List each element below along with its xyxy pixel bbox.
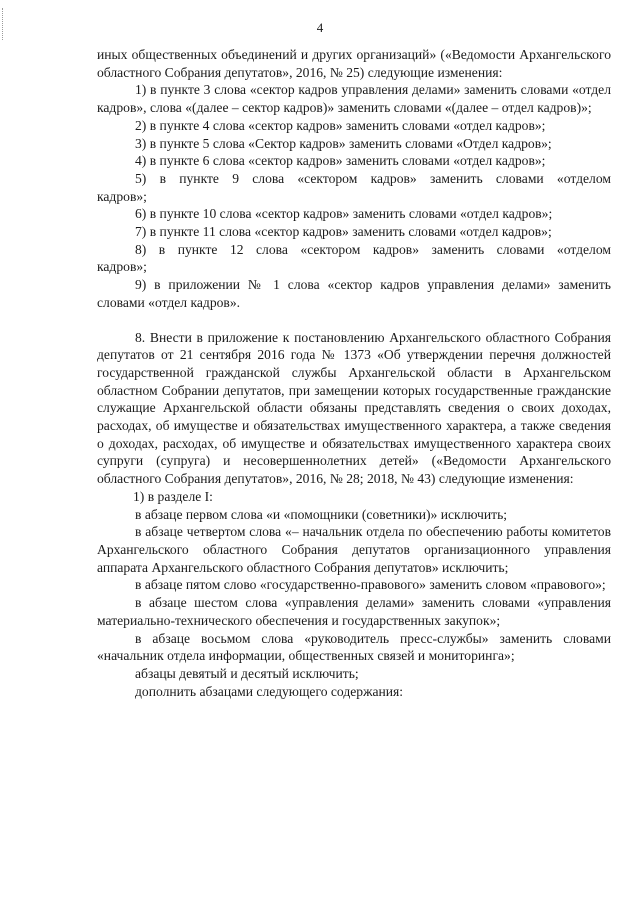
document-body (97, 46, 611, 700)
section-item-6: абзацы девятый и десятый исключить; (135, 665, 359, 681)
page-number: 4 (316, 20, 324, 35)
amendment-item-7: 7) в пункте 11 слова «сектор кадров» заменить словами «отдел кадров»; (135, 224, 552, 240)
section-item-5: в абзаце восьмом слова «руководитель пресс-службы» заменить словами «начальник отдела информации, общественных связей и мониторинга»; (97, 630, 611, 664)
amendment-item-6: 6) в пункте 10 слова «сектор кадров» заменить словами «отдел кадров»; (135, 206, 553, 222)
amendment-item-9: 9) в приложении № 1 слова «сектор кадров управления делами» заменить словами «отдел кадров». (97, 277, 611, 310)
amendment-item-8: 8) в пункте 12 слова «сектором кадров» заменить словами «отделом кадров»; (97, 241, 611, 275)
amendment-item-5: 5) в пункте 9 слова «сектором кадров» заменить словами «отделом кадров»; (97, 170, 611, 204)
section-item-3: в абзаце пятом слово «государственно-правового» заменить словом «правового»; (135, 577, 606, 593)
paragraph-intro-continuation: иных общественных объединений и других организаций» («Ведомости Архангельского областного Собрания депутатов», 2016, № 25) следующие изменения: (97, 47, 611, 80)
paragraph-spacer (97, 312, 611, 329)
section-item-2: в абзаце четвертом слова «– начальник отдела по обеспечению работы комитетов Архангельского областного Собрания депутатов организационного управления аппарата Архангельского областного Собрания депутатов» исключить; (97, 524, 611, 575)
section-item-4: в абзаце шестом слова «управления делами» заменить словами «управления материально-технического обеспечения и государственных закупок»; (97, 595, 611, 628)
section-item-1: в абзаце первом слова «и «помощники (советники)» исключить; (135, 506, 508, 522)
amendment-item-3: 3) в пункте 5 слова «Сектор кадров» заменить словами «Отдел кадров»; (135, 135, 552, 151)
amendment-item-1: 1) в пункте 3 слова «сектор кадров управления делами» заменить словами «отдел кадров», слова «(далее – сектор кадров)» заменить словами «(далее – отдел кадров)»; (97, 82, 611, 116)
section-item-7: дополнить абзацами следующего содержания: (135, 683, 404, 699)
section-heading: 1) в разделе I: (133, 488, 213, 504)
amendment-item-2: 2) в пункте 4 слова «сектор кадров» заменить словами «отдел кадров»; (135, 117, 546, 133)
paragraph-item-8-intro: 8. Внести в приложение к постановлению Архангельского областного Собрания депутатов от 21 сентября 2016 года № 1373 «Об утверждении перечня должностей государственной гражданской службы Архангельской области в Архангельском областном Собрании депутатов, при замещении которых государственные гражданские служащие Архангельской области обязаны представлять сведения о своих доходах, расходах, об имуществе и обязательствах имущественного характера, а также сведения о доходах, расходах, об имуществе и обязательствах имущественного характера своих супруги (супруга) и несовершеннолетних детей» («Ведомости Архангельского областного Собрания депутатов», 2016, № 28; 2018, № 43) следующие изменения: (97, 329, 611, 487)
amendment-item-4: 4) в пункте 6 слова «сектор кадров» заменить словами «отдел кадров»; (135, 153, 546, 169)
